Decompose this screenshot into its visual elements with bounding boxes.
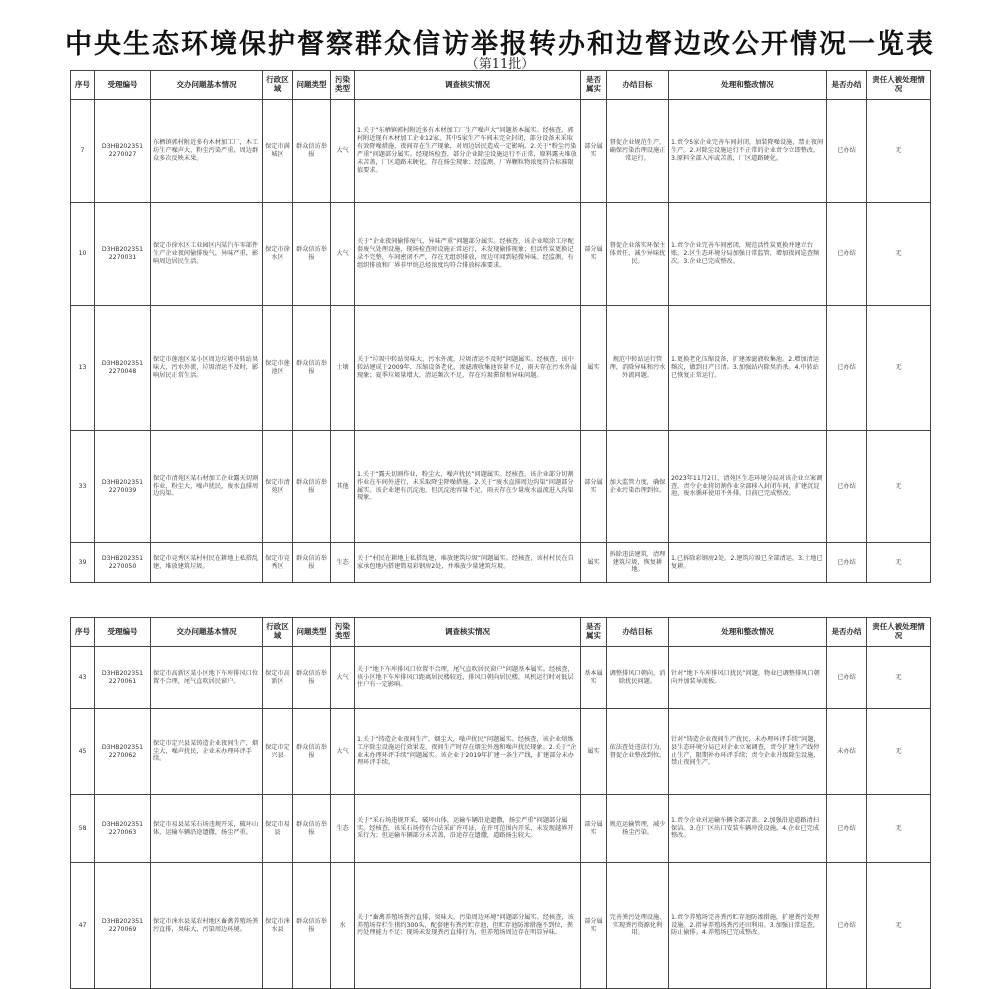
issue-summary-cell: 保定市定兴县某铸造企业夜间生产，烟尘大，噪声扰民，企业未办理环评手续。 [151,709,263,795]
issue-type-cell: 群众信访举报 [293,543,331,583]
row-number-cell: 7 [71,100,95,203]
investigation-cell: 关于“企业夜间偷排废气，异味严重”问题部分属实。经核查，该企业喷涂工序配套废气处理设施，现场检查时设施正常运行，未发现偷排现象；但活性炭更换记录不完整，车间密闭不严，存在无组织排放，周边可闻到轻微异味。经监测，有组织排放和厂界非甲烷总烃浓度均符合排放标准要求。 [355,203,581,306]
handling-cell: 2023年11月2日，清苑区生态环境分局对该企业立案调查。责令企业将切割作业全部移入封闭车间，扩建沉淀池，废水循环使用不外排。目前已完成整改。 [669,431,827,543]
goal-cell: 加大监管力度，确保企业污染治理到位。 [607,431,669,543]
closed-status-cell: 未办结 [827,709,867,795]
results-table-2 [70,617,931,989]
verified-cell: 部分属实 [581,863,607,989]
investigation-cell: 关于“地下车库排风口位置不合理，尾气直吹居民窗户”问题基本属实。经核查，该小区地下车库排风口距离居民楼较近，排风口朝向居民楼，风机运行时对低层住户有一定影响。 [355,647,581,709]
investigation-cell: 1.关于“露天切割作业，粉尘大，噪声扰民”问题属实。经核查，该企业部分切割作业在车间外进行，未采取降尘降噪措施。2.关于“废水直排周边沟渠”问题部分属实。该企业建有沉淀池，但沉淀池容量不足，雨天存在少量废水溢流进入沟渠现象。 [355,431,581,543]
column-header: 问题类型 [293,618,331,647]
accountability-cell: 无 [867,709,931,795]
column-header: 办结目标 [607,71,669,100]
table-body [71,100,931,583]
column-header: 行政区域 [263,71,293,100]
handling-cell: 1.责令养殖场完善粪污贮存池防渗措施，扩建粪污处理设施。2.指导养殖场粪污还田利用。3.加强日常巡查，防止偷排。4.养殖场已完成整改。 [669,863,827,989]
handling-cell: 针对“地下车库排风口扰民”问题，物业已调整排风口朝向并加装导流板。 [669,647,827,709]
accountability-cell: 无 [867,431,931,543]
receipt-id-cell: D3HB202351 2270039 [95,431,151,543]
column-header: 污染类型 [331,71,355,100]
row-number-cell: 47 [71,863,95,989]
accountability-cell: 无 [867,647,931,709]
column-header: 行政区域 [263,618,293,647]
region-cell: 保定市高新区 [263,647,293,709]
investigation-cell: 关于“村民在耕地上私搭乱建，堆放建筑垃圾”问题属实。经核查，该村村民在自家承包地内搭建简易彩钢房2处，并堆放少量建筑垃圾。 [355,543,581,583]
column-header: 交办问题基本情况 [151,71,263,100]
receipt-id-cell: D3HB202351 2270050 [95,543,151,583]
goal-cell: 完善粪污处理设施，实现粪污资源化利用。 [607,863,669,989]
verified-cell: 部分属实 [581,431,607,543]
issue-summary-cell: 保定市涞水县某农村地区畜禽养殖场粪污直排，臭味大，污染周边环境。 [151,863,263,989]
pollution-type-cell: 生态 [331,795,355,863]
region-cell: 保定市清苑区 [263,431,293,543]
issue-summary-cell: 保定市莲池区某小区周边垃圾中转站臭味大，污水外流，垃圾清运不及时，影响居民正常生活。 [151,306,263,431]
issue-summary-cell: 保定市高新区某小区地下车库排风口位置不合理，尾气直吹居民窗户。 [151,647,263,709]
table-header [71,618,931,647]
row-number-cell: 43 [71,647,95,709]
issue-summary-cell: 东栖镇郭村附近多有木材加工厂，木工坊生产噪声大，粉尘污染严重，周边群众多次反映未果。 [151,100,263,203]
table-row [71,863,931,989]
column-header: 问题类型 [293,71,331,100]
column-header: 受理编号 [95,618,151,647]
accountability-cell: 无 [867,306,931,431]
verified-cell: 部分属实 [581,203,607,306]
pollution-type-cell: 其他 [331,431,355,543]
goal-cell: 督促企业规范生产，确保污染治理设施正常运行。 [607,100,669,203]
closed-status-cell: 已办结 [827,306,867,431]
issue-summary-cell: 保定市竞秀区某村村民在耕地上私搭乱建，堆放建筑垃圾。 [151,543,263,583]
table-row [71,100,931,203]
issue-type-cell: 群众信访举报 [293,306,331,431]
column-header: 是否办结 [827,618,867,647]
handling-cell: 1.责令5家企业完善车间封闭，加装降噪设施，禁止夜间生产。2.对除尘设施运行不正常的企业责令立即整改。3.原料全部入库或苫盖，厂区道路硬化。 [669,100,827,203]
table-header [71,71,931,100]
region-cell: 保定市定兴县 [263,709,293,795]
issue-type-cell: 群众信访举报 [293,647,331,709]
pollution-type-cell: 大气 [331,203,355,306]
goal-cell: 督促企业落实环保主体责任，减少异味扰民。 [607,203,669,306]
issue-type-cell: 群众信访举报 [293,709,331,795]
pollution-type-cell: 大气 [331,100,355,203]
column-header: 是否办结 [827,71,867,100]
closed-status-cell: 已办结 [827,647,867,709]
goal-cell: 调整排风口朝向，消除扰民问题。 [607,647,669,709]
closed-status-cell: 已办结 [827,203,867,306]
issue-type-cell: 群众信访举报 [293,795,331,863]
receipt-id-cell: D3HB202351 2270048 [95,306,151,431]
table-row [71,795,931,863]
document-subtitle: （第11批） [465,57,535,72]
table-row [71,543,931,583]
closed-status-cell: 已办结 [827,543,867,583]
closed-status-cell: 已办结 [827,863,867,989]
investigation-cell: 1.关于“铸造企业夜间生产，烟尘大，噪声扰民”问题属实。经核查，该企业熔炼工序除尘设施运行效果差，夜间生产时存在烟尘外逸和噪声扰民现象。2.关于“企业未办理环评手续”问题属实。该企业于2019年扩建一条生产线，扩建部分未办理环评手续。 [355,709,581,795]
column-header: 受理编号 [95,71,151,100]
handling-cell: 1.责令企业完善车间密闭，规范活性炭更换并建立台账。2.区生态环境分局加强日常监管，增加夜间巡查频次。3.企业已完成整改。 [669,203,827,306]
issue-type-cell: 群众信访举报 [293,863,331,989]
receipt-id-cell: D3HB202351 2270031 [95,203,151,306]
region-cell: 保定市满城区 [263,100,293,203]
receipt-id-cell: D3HB202351 2270063 [95,795,151,863]
investigation-cell: 1.关于“东栖镇郭村附近多有木材加工厂生产噪声大”问题基本属实。经核查，郭村附近现有木材加工企业12家，其中5家生产车间未完全封闭，部分设备未采取有效降噪措施，夜间存在生产现象，对周边居民造成一定影响。2.关于“粉尘污染严重”问题部分属实。经现场检查，部分企业除尘设施运行不正常，原料露天堆放未苫盖，厂区道路未硬化，存在扬尘现象；经监测，厂界颗粒物浓度符合标准限值要求。 [355,100,581,203]
verified-cell: 属实 [581,543,607,583]
accountability-cell: 无 [867,863,931,989]
region-cell: 保定市涞水县 [263,863,293,989]
column-header: 责任人被处理情况 [867,71,931,100]
closed-status-cell: 已办结 [827,431,867,543]
region-cell: 保定市易县 [263,795,293,863]
row-number-cell: 33 [71,431,95,543]
closed-status-cell: 已办结 [827,795,867,863]
column-header: 办结目标 [607,618,669,647]
handling-cell: 1.更换老化压缩设备，扩建渗滤液收集池。2.增加清运频次，做到日产日清。3.加强站内除臭消杀。4.中转站已恢复正常运行。 [669,306,827,431]
handling-cell: 1.责令企业对运输车辆全部苫盖。2.加强沿途道路清扫保洁。3.在厂区出口安装车辆冲洗设施。4.企业已完成整改。 [669,795,827,863]
column-header: 调查核实情况 [355,618,581,647]
handling-cell: 针对“铸造企业夜间生产扰民，未办理环评手续”问题，县生态环境分局已对企业立案调查，责令扩建生产线停止生产，限期补办环评手续；责令企业升级除尘设施，禁止夜间生产。 [669,709,827,795]
results-table-1 [70,70,931,583]
column-header: 是否属实 [581,71,607,100]
pollution-type-cell: 生态 [331,543,355,583]
investigation-cell: 关于“畜禽养殖场粪污直排，臭味大，污染周边环境”问题部分属实。经核查，该养殖场存栏生猪约300头，配套建有粪污贮存池，但贮存池防渗措施不到位，粪污处理能力不足；现场未发现粪污直排行为，但养殖场周边存在明显异味。 [355,863,581,989]
issue-summary-cell: 保定市徐水区工业园区内某汽车零部件生产企业夜间偷排废气，异味严重，影响周边居民生活。 [151,203,263,306]
table-row [71,431,931,543]
accountability-cell: 无 [867,100,931,203]
column-header: 交办问题基本情况 [151,618,263,647]
column-header: 处理和整改情况 [669,71,827,100]
column-header: 是否属实 [581,618,607,647]
row-number-cell: 39 [71,543,95,583]
goal-cell: 拆除违法建筑，清理建筑垃圾，恢复耕地。 [607,543,669,583]
table-row [71,709,931,795]
column-header: 调查核实情况 [355,71,581,100]
pollution-type-cell: 水 [331,863,355,989]
verified-cell: 基本属实 [581,647,607,709]
row-number-cell: 45 [71,709,95,795]
accountability-cell: 无 [867,795,931,863]
closed-status-cell: 已办结 [827,100,867,203]
column-header: 序号 [71,618,95,647]
verified-cell: 属实 [581,709,607,795]
goal-cell: 依法查处违法行为，督促企业整改到位。 [607,709,669,795]
issue-type-cell: 群众信访举报 [293,100,331,203]
row-number-cell: 13 [71,306,95,431]
investigation-cell: 关于“采石场违规开采，破坏山体，运输车辆沿途遗撒，扬尘严重”问题部分属实。经核查，该采石场持有合法采矿许可证，在许可范围内开采，未发现越界开采行为；但运输车辆部分未苫盖，沿途存在遗撒，道路扬尘较大。 [355,795,581,863]
region-cell: 保定市莲池区 [263,306,293,431]
goal-cell: 规范运输管理，减少扬尘污染。 [607,795,669,863]
handling-cell: 1.已拆除彩钢房2处。2.建筑垃圾已全部清运。3.土地已复耕。 [669,543,827,583]
pollution-type-cell: 土壤 [331,306,355,431]
issue-summary-cell: 保定市易县某采石场违规开采，破坏山体，运输车辆沿途遗撒，扬尘严重。 [151,795,263,863]
pollution-type-cell: 大气 [331,709,355,795]
column-header: 处理和整改情况 [669,618,827,647]
issue-summary-cell: 保定市清苑区某石材加工企业露天切割作业，粉尘大，噪声扰民，废水直排周边沟渠。 [151,431,263,543]
verified-cell: 部分属实 [581,100,607,203]
document-title: 中央生态环境保护督察群众信访举报转办和边督边改公开情况一览表 [65,29,935,60]
table-row [71,203,931,306]
column-header: 污染类型 [331,618,355,647]
region-cell: 保定市徐水区 [263,203,293,306]
issue-type-cell: 群众信访举报 [293,431,331,543]
verified-cell: 部分属实 [581,795,607,863]
table-row [71,647,931,709]
column-header: 责任人被处理情况 [867,618,931,647]
receipt-id-cell: D3HB202351 2270061 [95,647,151,709]
investigation-cell: 关于“垃圾中转站臭味大，污水外流，垃圾清运不及时”问题属实。经核查，该中转站建成于2009年，压缩设备老化，渗滤液收集池容量不足，雨天存在污水外溢现象；夏季垃圾量增大，清运频次不足，存在垃圾滞留和异味问题。 [355,306,581,431]
row-number-cell: 10 [71,203,95,306]
issue-type-cell: 群众信访举报 [293,203,331,306]
accountability-cell: 无 [867,203,931,306]
row-number-cell: 58 [71,795,95,863]
receipt-id-cell: D3HB202351 2270069 [95,863,151,989]
goal-cell: 规范中转站运行管理，消除异味和污水外流问题。 [607,306,669,431]
receipt-id-cell: D3HB202351 2270062 [95,709,151,795]
table-row [71,306,931,431]
accountability-cell: 无 [867,543,931,583]
receipt-id-cell: D3HB202351 2270027 [95,100,151,203]
column-header: 序号 [71,71,95,100]
table-body [71,647,931,989]
region-cell: 保定市竞秀区 [263,543,293,583]
verified-cell: 属实 [581,306,607,431]
pollution-type-cell: 大气 [331,647,355,709]
